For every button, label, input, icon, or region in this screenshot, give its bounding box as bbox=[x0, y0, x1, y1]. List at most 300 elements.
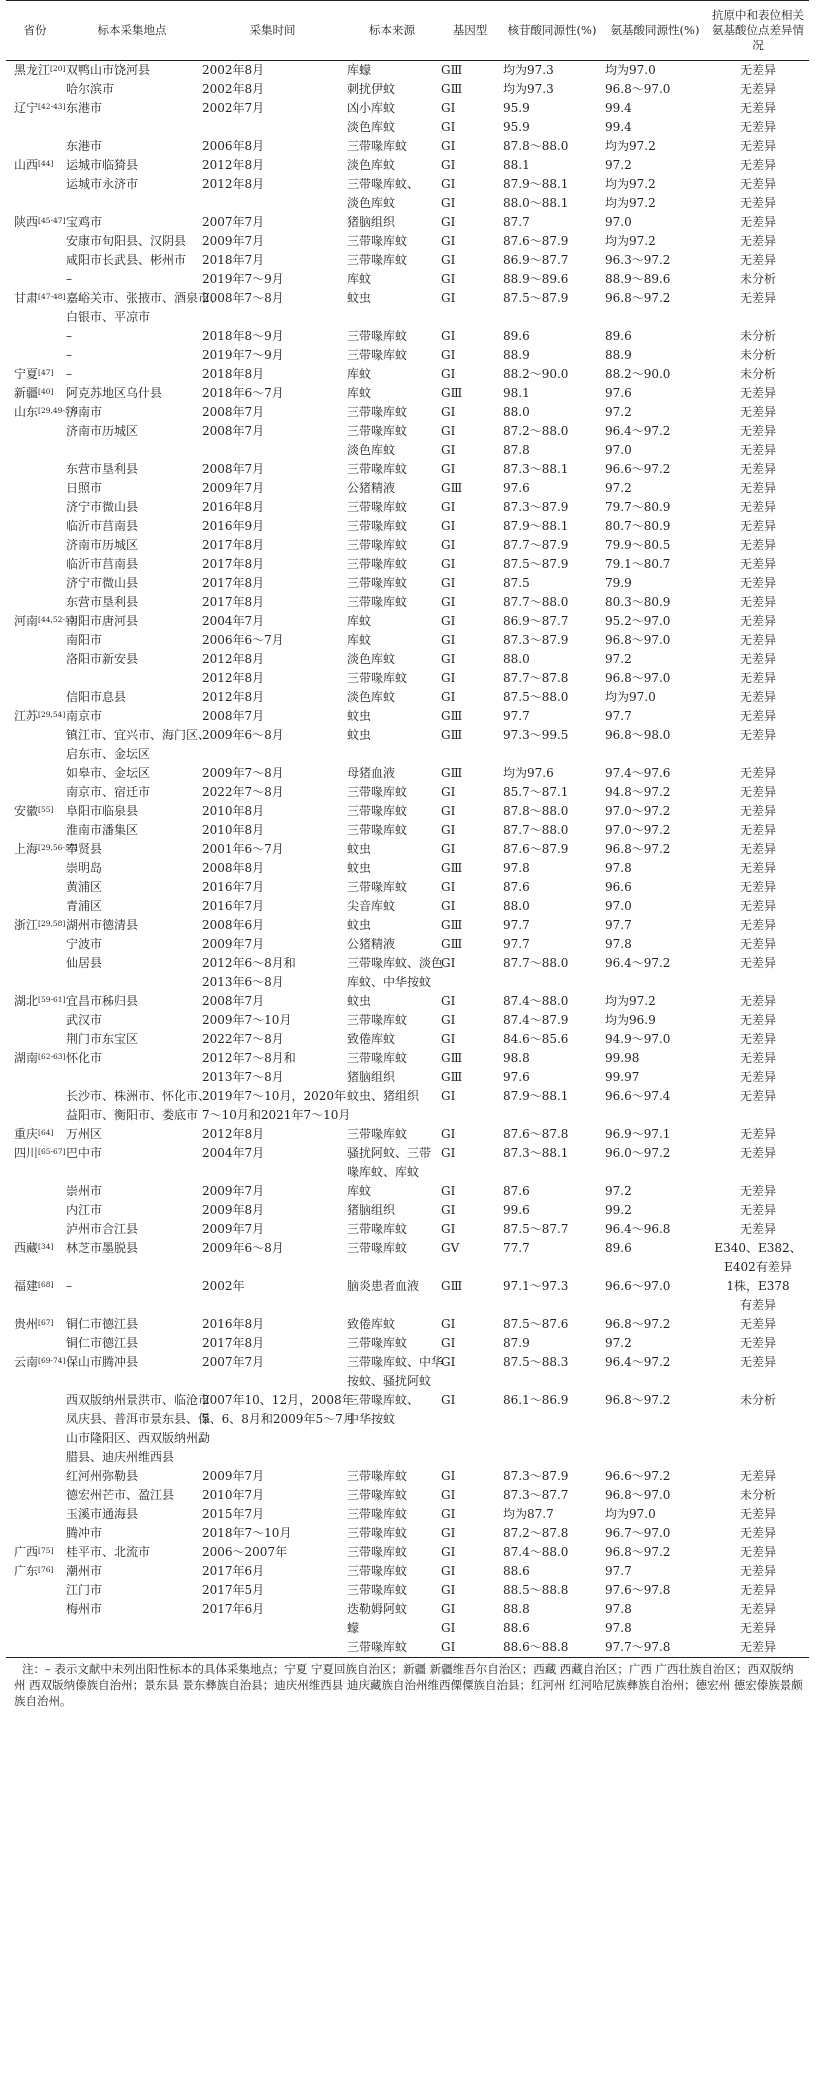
cell-province bbox=[6, 650, 64, 669]
cell-amino-acid-identity: 97.2 bbox=[605, 481, 632, 495]
cell-location bbox=[64, 1068, 200, 1087]
cell-date: 2013年6～8月 bbox=[202, 975, 284, 989]
cell-source: 骚扰阿蚊、三带 bbox=[347, 1146, 432, 1160]
cell-date: 2006年6～7月 bbox=[202, 633, 284, 647]
table-row bbox=[6, 1125, 809, 1144]
cell-source: 蚊虫 bbox=[347, 709, 372, 723]
cell-source: 按蚊、骚扰阿蚊 bbox=[347, 1374, 432, 1388]
cell-amino-acid-identity: 97.6～97.8 bbox=[605, 1583, 671, 1597]
cell-epitope-difference: 无差异 bbox=[739, 63, 776, 77]
table-body bbox=[6, 61, 809, 1658]
cell-source: 猪脑组织 bbox=[347, 1070, 396, 1084]
cell-epitope-difference: 未分析 bbox=[739, 348, 776, 362]
cell-nucleotide-identity: 88.1 bbox=[503, 158, 530, 172]
table-row bbox=[6, 1334, 809, 1353]
cell-source: 三带喙库蚊、淡色 bbox=[347, 956, 444, 970]
table-row bbox=[6, 1087, 809, 1106]
reference-citation: [64] bbox=[38, 1128, 54, 1137]
cell-nucleotide-identity: 95.9 bbox=[503, 120, 530, 134]
cell-date: 2012年8月 bbox=[202, 652, 265, 666]
cell-province bbox=[6, 1524, 64, 1543]
cell-nucleotide-identity: 87.7～88.0 bbox=[503, 823, 569, 837]
table-row bbox=[6, 1068, 809, 1087]
cell-genotype: GⅠ bbox=[441, 652, 456, 666]
table-row bbox=[6, 764, 809, 783]
cell-genotype: GⅢ bbox=[441, 481, 463, 495]
cell-amino-acid-identity: 均为97.2 bbox=[605, 196, 656, 210]
cell-epitope-difference: E402有差异 bbox=[724, 1260, 792, 1274]
cell-nucleotide-identity: 89.6 bbox=[503, 329, 530, 343]
cell-province: 河南[44,52-53] bbox=[14, 614, 78, 628]
table-row bbox=[6, 726, 809, 745]
cell-amino-acid-identity: 均为97.0 bbox=[605, 63, 656, 77]
table-row bbox=[6, 840, 809, 859]
cell-amino-acid-identity: 96.8～97.2 bbox=[605, 1317, 671, 1331]
cell-province bbox=[6, 1429, 64, 1448]
cell-nucleotide-identity: 87.5 bbox=[503, 576, 530, 590]
cell-genotype: GⅢ bbox=[441, 728, 463, 742]
cell-date bbox=[200, 1429, 345, 1448]
cell-epitope-difference: 无差异 bbox=[739, 709, 776, 723]
table-row bbox=[6, 61, 809, 81]
cell-date: 2022年7～8月 bbox=[202, 1032, 284, 1046]
cell-province bbox=[6, 460, 64, 479]
cell-location: 淮南市潘集区 bbox=[66, 823, 139, 837]
cell-amino-acid-identity: 均为97.2 bbox=[605, 994, 656, 1008]
table-row bbox=[6, 802, 809, 821]
cell-source: 蚊虫、猪组织 bbox=[347, 1089, 420, 1103]
cell-date: 2017年6月 bbox=[202, 1564, 265, 1578]
cell-province: 江苏[29,54] bbox=[14, 709, 66, 723]
table-row bbox=[6, 897, 809, 916]
cell-location: 东营市垦利县 bbox=[66, 595, 139, 609]
cell-source: 三带喙库蚊 bbox=[347, 139, 408, 153]
cell-location: 镇江市、宜兴市、海门区、 bbox=[66, 728, 211, 742]
cell-amino-acid-identity: 97.7 bbox=[605, 709, 632, 723]
cell-date: 2008年7～8月 bbox=[202, 291, 284, 305]
cell-amino-acid-identity: 97.0～97.2 bbox=[605, 804, 671, 818]
cell-source: 三带喙库蚊 bbox=[347, 823, 408, 837]
cell-amino-acid-identity: 99.2 bbox=[605, 1203, 632, 1217]
cell-genotype: GⅠ bbox=[441, 823, 456, 837]
cell-epitope-difference: 未分析 bbox=[739, 272, 776, 286]
cell-province bbox=[6, 935, 64, 954]
cell-date bbox=[200, 1448, 345, 1467]
cell-epitope-difference bbox=[707, 1163, 809, 1182]
table-row bbox=[6, 631, 809, 650]
cell-location: 怀化市 bbox=[66, 1051, 103, 1065]
cell-date: 2019年7～10月，2020年 bbox=[202, 1089, 346, 1103]
cell-date: 2009年7月 bbox=[202, 481, 265, 495]
cell-amino-acid-identity: 97.7 bbox=[605, 1564, 632, 1578]
cell-epitope-difference: 无差异 bbox=[739, 557, 776, 571]
cell-date: 2008年8月 bbox=[202, 861, 265, 875]
cell-genotype: GⅠ bbox=[441, 234, 456, 248]
cell-epitope-difference: 无差异 bbox=[739, 519, 776, 533]
reference-citation: [47-48] bbox=[38, 292, 66, 301]
reference-citation: [42-43] bbox=[38, 102, 66, 111]
cell-date: 2010年7月 bbox=[202, 1488, 265, 1502]
cell-location bbox=[64, 1258, 200, 1277]
cell-epitope-difference: 无差异 bbox=[739, 1507, 776, 1521]
cell-genotype: GⅢ bbox=[441, 1051, 463, 1065]
cell-amino-acid-identity: 96.8～98.0 bbox=[605, 728, 671, 742]
cell-location: 南阳市唐河县 bbox=[66, 614, 139, 628]
cell-source: 三带喙库蚊 bbox=[347, 671, 408, 685]
cell-source: 三带喙库蚊 bbox=[347, 234, 408, 248]
cell-location: 哈尔滨市 bbox=[66, 82, 115, 96]
cell-location: 武汉市 bbox=[66, 1013, 103, 1027]
cell-amino-acid-identity: 96.9～97.1 bbox=[605, 1127, 671, 1141]
table-row bbox=[6, 403, 809, 422]
cell-date: 2009年7～10月 bbox=[202, 1013, 292, 1027]
reference-citation: [20] bbox=[50, 64, 66, 73]
cell-province bbox=[6, 1505, 64, 1524]
cell-source: 三带喙库蚊 bbox=[347, 519, 408, 533]
reference-citation: [40] bbox=[38, 387, 54, 396]
cell-nucleotide-identity: 88.0 bbox=[503, 652, 530, 666]
cell-location: – bbox=[66, 367, 72, 381]
cell-location: 泸州市合江县 bbox=[66, 1222, 139, 1236]
cell-source: 蚊虫 bbox=[347, 728, 372, 742]
cell-nucleotide-identity: 87.6～87.8 bbox=[503, 1127, 569, 1141]
table-row bbox=[6, 1182, 809, 1201]
cell-location: – bbox=[66, 348, 72, 362]
cell-amino-acid-identity: 96.0～97.2 bbox=[605, 1146, 671, 1160]
cell-location bbox=[64, 1296, 200, 1315]
cell-province bbox=[6, 1068, 64, 1087]
cell-epitope-difference bbox=[707, 745, 809, 764]
cell-province: 重庆[64] bbox=[14, 1127, 54, 1141]
cell-epitope-difference: 无差异 bbox=[707, 1638, 809, 1658]
cell-source: 三带喙库蚊 bbox=[347, 348, 408, 362]
table-row bbox=[6, 1353, 809, 1372]
cell-amino-acid-identity bbox=[603, 973, 707, 992]
table-row bbox=[6, 137, 809, 156]
cell-date: 2009年6～8月 bbox=[202, 1241, 284, 1255]
table-row bbox=[6, 422, 809, 441]
table-row bbox=[6, 992, 809, 1011]
cell-nucleotide-identity: 87.3～87.9 bbox=[503, 1469, 569, 1483]
reference-citation: [68] bbox=[38, 1280, 54, 1289]
table-row bbox=[6, 99, 809, 118]
cell-epitope-difference: 无差异 bbox=[739, 1184, 776, 1198]
cell-date bbox=[200, 441, 345, 460]
cell-genotype: GⅠ bbox=[441, 1317, 456, 1331]
cell-source: 三带喙库蚊 bbox=[347, 1241, 408, 1255]
cell-nucleotide-identity: 88.9 bbox=[503, 348, 530, 362]
cell-location: 济宁市微山县 bbox=[66, 576, 139, 590]
cell-amino-acid-identity bbox=[603, 1429, 707, 1448]
cell-date bbox=[200, 118, 345, 137]
cell-location: 双鸭山市饶河县 bbox=[66, 63, 151, 77]
cell-location: 南阳市 bbox=[66, 633, 103, 647]
reference-citation: [69-74] bbox=[38, 1356, 66, 1365]
table-row bbox=[6, 460, 809, 479]
cell-epitope-difference: 无差异 bbox=[739, 424, 776, 438]
cell-province bbox=[6, 859, 64, 878]
cell-province: 湖南[62-63] bbox=[14, 1051, 66, 1065]
table-row bbox=[6, 1220, 809, 1239]
cell-location bbox=[64, 1638, 200, 1658]
cell-epitope-difference: 无差异 bbox=[739, 386, 776, 400]
header-nucleotide-identity: 核苷酸同源性(%) bbox=[501, 1, 603, 61]
cell-location: 桂平市、北流市 bbox=[66, 1545, 151, 1559]
cell-province bbox=[6, 593, 64, 612]
cell-source: 库蚊 bbox=[347, 614, 372, 628]
cell-date: 2006年8月 bbox=[202, 139, 265, 153]
cell-location: 益阳市、衡阳市、娄底市 bbox=[66, 1108, 199, 1122]
table-row bbox=[6, 517, 809, 536]
cell-amino-acid-identity: 96.8～97.2 bbox=[605, 1393, 671, 1407]
cell-genotype: GⅠ bbox=[441, 1336, 456, 1350]
table-row bbox=[6, 916, 809, 935]
cell-genotype: GⅠ bbox=[441, 785, 456, 799]
cell-epitope-difference: 无差异 bbox=[739, 538, 776, 552]
cell-nucleotide-identity: 88.0 bbox=[503, 899, 530, 913]
cell-province: 贵州[67] bbox=[14, 1317, 54, 1331]
cell-source: 淡色库蚊 bbox=[347, 443, 396, 457]
cell-amino-acid-identity: 94.9～97.0 bbox=[605, 1032, 671, 1046]
reference-citation: [29,54] bbox=[38, 710, 66, 719]
cell-genotype: GⅠ bbox=[441, 1488, 456, 1502]
table-row bbox=[6, 1144, 809, 1163]
cell-epitope-difference: 无差异 bbox=[739, 671, 776, 685]
cell-date: 2009年7月 bbox=[202, 1222, 265, 1236]
cell-nucleotide-identity: 87.5～87.6 bbox=[503, 1317, 569, 1331]
reference-citation: [44,52-53] bbox=[38, 615, 78, 624]
cell-location: 玉溪市通海县 bbox=[66, 1507, 139, 1521]
cell-date: 2009年7月 bbox=[202, 1184, 265, 1198]
cell-nucleotide-identity: 86.9～87.7 bbox=[503, 253, 569, 267]
cell-province bbox=[6, 1619, 64, 1638]
cell-province bbox=[6, 1201, 64, 1220]
cell-source bbox=[345, 1296, 439, 1315]
cell-date: 2012年8月 bbox=[202, 671, 265, 685]
cell-nucleotide-identity: 87.6 bbox=[503, 880, 530, 894]
cell-genotype: GⅠ bbox=[441, 215, 456, 229]
cell-amino-acid-identity: 96.3～97.2 bbox=[605, 253, 671, 267]
cell-location: 白银市、平凉市 bbox=[66, 310, 151, 324]
cell-genotype: GⅠ bbox=[441, 177, 456, 191]
cell-date: 7～10月和2021年7～10月 bbox=[202, 1108, 351, 1122]
cell-province: 广西[75] bbox=[14, 1545, 54, 1559]
cell-location: – bbox=[66, 1279, 72, 1293]
cell-date bbox=[200, 1638, 345, 1658]
cell-nucleotide-identity: 87.3～87.9 bbox=[503, 500, 569, 514]
cell-nucleotide-identity bbox=[501, 1448, 603, 1467]
cell-nucleotide-identity: 87.4～87.9 bbox=[503, 1013, 569, 1027]
cell-province bbox=[6, 1391, 64, 1410]
cell-location: 咸阳市长武县、彬州市 bbox=[66, 253, 187, 267]
cell-source: 蚊虫 bbox=[347, 918, 372, 932]
cell-date: 2016年8月 bbox=[202, 500, 265, 514]
cell-province: 山东[29,49-51] bbox=[14, 405, 78, 419]
cell-date: 2010年8月 bbox=[202, 804, 265, 818]
table-header-row bbox=[6, 1, 809, 61]
cell-amino-acid-identity: 79.7～80.9 bbox=[605, 500, 671, 514]
cell-genotype: GⅠ bbox=[441, 1564, 456, 1578]
cell-epitope-difference: 无差异 bbox=[739, 234, 776, 248]
cell-epitope-difference: 无差异 bbox=[739, 785, 776, 799]
cell-epitope-difference: 无差异 bbox=[739, 766, 776, 780]
cell-location: – bbox=[66, 329, 72, 343]
cell-date: 2018年7～10月 bbox=[202, 1526, 292, 1540]
cell-nucleotide-identity: 97.8 bbox=[503, 861, 530, 875]
cell-nucleotide-identity: 87.9～88.1 bbox=[503, 1089, 569, 1103]
header-epitope-difference: 抗原中和表位相关氨基酸位点差异情况 bbox=[707, 1, 809, 61]
cell-location: 内江市 bbox=[66, 1203, 103, 1217]
table-row bbox=[6, 536, 809, 555]
cell-epitope-difference: 无差异 bbox=[739, 101, 776, 115]
cell-source: 三带喙库蚊 bbox=[347, 1127, 408, 1141]
table-row bbox=[6, 1163, 809, 1182]
cell-epitope-difference bbox=[707, 1448, 809, 1467]
table-row bbox=[6, 1391, 809, 1410]
cell-epitope-difference bbox=[707, 1410, 809, 1429]
cell-location: 运城市临猗县 bbox=[66, 158, 139, 172]
cell-date: 2017年8月 bbox=[202, 1336, 265, 1350]
table-row bbox=[6, 783, 809, 802]
cell-province bbox=[6, 175, 64, 194]
cell-source: 蚊虫 bbox=[347, 291, 372, 305]
data-table bbox=[6, 0, 809, 1658]
table-row bbox=[6, 1049, 809, 1068]
cell-amino-acid-identity: 96.4～97.2 bbox=[605, 424, 671, 438]
cell-province bbox=[6, 308, 64, 327]
header-province: 省份 bbox=[6, 1, 64, 61]
cell-province bbox=[6, 745, 64, 764]
cell-location: 荆门市东宝区 bbox=[66, 1032, 139, 1046]
cell-nucleotide-identity bbox=[501, 1258, 603, 1277]
cell-amino-acid-identity: 96.6～97.2 bbox=[605, 462, 671, 476]
cell-date: 2019年7～9月 bbox=[202, 272, 284, 286]
table-row bbox=[6, 1296, 809, 1315]
cell-location: 腊县、迪庆州维西县 bbox=[66, 1450, 175, 1464]
cell-genotype: GⅠ bbox=[441, 405, 456, 419]
cell-epitope-difference: 无差异 bbox=[739, 728, 776, 742]
reference-citation: [75] bbox=[38, 1546, 54, 1555]
cell-location: 万州区 bbox=[66, 1127, 103, 1141]
cell-nucleotide-identity: 88.6 bbox=[503, 1564, 530, 1578]
cell-source: 刺扰伊蚊 bbox=[347, 82, 396, 96]
header-amino-acid-identity: 氨基酸同源性(%) bbox=[603, 1, 707, 61]
cell-province bbox=[6, 878, 64, 897]
cell-location: 梅州市 bbox=[66, 1602, 103, 1616]
cell-source: 母猪血液 bbox=[347, 766, 396, 780]
cell-source: 喙库蚊、库蚊 bbox=[347, 1165, 420, 1179]
table-row bbox=[6, 1315, 809, 1334]
cell-date: 2007年10、12月，2008年 bbox=[202, 1393, 354, 1407]
cell-nucleotide-identity bbox=[501, 308, 603, 327]
cell-source: 三带喙库蚊 bbox=[347, 500, 408, 514]
cell-genotype: GⅠ bbox=[441, 690, 456, 704]
header-source: 标本来源 bbox=[345, 1, 439, 61]
cell-amino-acid-identity: 94.8～97.2 bbox=[605, 785, 671, 799]
cell-epitope-difference: 无差异 bbox=[739, 1526, 776, 1540]
cell-date: 2016年7月 bbox=[202, 899, 265, 913]
table-row bbox=[6, 289, 809, 308]
cell-date: 2018年7月 bbox=[202, 253, 265, 267]
cell-date: 5、6、8月和2009年5～7月 bbox=[202, 1412, 355, 1426]
cell-province bbox=[6, 669, 64, 688]
cell-nucleotide-identity: 98.8 bbox=[503, 1051, 530, 1065]
cell-source: 三带喙库蚊 bbox=[347, 576, 408, 590]
cell-nucleotide-identity: 84.6～85.6 bbox=[503, 1032, 569, 1046]
cell-epitope-difference: 未分析 bbox=[739, 1393, 776, 1407]
cell-source: 尖音库蚊 bbox=[347, 899, 396, 913]
cell-date: 2002年8月 bbox=[202, 82, 265, 96]
cell-genotype: GⅠ bbox=[441, 1184, 456, 1198]
cell-province bbox=[6, 327, 64, 346]
table-row bbox=[6, 441, 809, 460]
table-row bbox=[6, 555, 809, 574]
cell-location: 启东市、金坛区 bbox=[66, 747, 151, 761]
cell-nucleotide-identity bbox=[501, 1372, 603, 1391]
cell-genotype bbox=[439, 1429, 501, 1448]
table-row bbox=[6, 365, 809, 384]
cell-amino-acid-identity: 88.9 bbox=[605, 348, 632, 362]
cell-amino-acid-identity: 97.7 bbox=[605, 918, 632, 932]
cell-source: 猪脑组织 bbox=[347, 215, 396, 229]
cell-epitope-difference: 无差异 bbox=[739, 1070, 776, 1084]
table-row bbox=[6, 194, 809, 213]
cell-nucleotide-identity: 86.1～86.9 bbox=[503, 1393, 569, 1407]
cell-date: 2009年7月 bbox=[202, 1469, 265, 1483]
cell-date: 2009年6～8月 bbox=[202, 728, 284, 742]
cell-amino-acid-identity: 均为97.2 bbox=[605, 234, 656, 248]
cell-source bbox=[345, 1106, 439, 1125]
cell-source: 三带喙库蚊 bbox=[347, 1336, 408, 1350]
cell-location: 林芝市墨脱县 bbox=[66, 1241, 139, 1255]
cell-date: 2006～2007年 bbox=[202, 1545, 288, 1559]
cell-source: 蚊虫 bbox=[347, 994, 372, 1008]
cell-genotype: GⅢ bbox=[441, 1279, 463, 1293]
cell-amino-acid-identity bbox=[603, 308, 707, 327]
cell-nucleotide-identity: 均为87.7 bbox=[503, 1507, 554, 1521]
cell-epitope-difference: 1株，E378 bbox=[726, 1279, 790, 1293]
cell-genotype bbox=[439, 1296, 501, 1315]
table-row bbox=[6, 479, 809, 498]
cell-location: 济南市历城区 bbox=[66, 538, 139, 552]
cell-province bbox=[6, 1258, 64, 1277]
cell-nucleotide-identity: 87.4～88.0 bbox=[503, 994, 569, 1008]
cell-location: 巴中市 bbox=[66, 1146, 103, 1160]
cell-source: 三带喙库蚊 bbox=[347, 1507, 408, 1521]
cell-province bbox=[6, 783, 64, 802]
cell-genotype: GⅠ bbox=[441, 804, 456, 818]
cell-genotype bbox=[439, 1448, 501, 1467]
cell-province: 上海[29,56-57] bbox=[14, 842, 78, 856]
cell-source: 三带喙库蚊 bbox=[347, 1488, 408, 1502]
cell-nucleotide-identity: 88.0 bbox=[503, 405, 530, 419]
cell-location: 保山市腾冲县 bbox=[66, 1355, 139, 1369]
cell-epitope-difference: 无差异 bbox=[739, 481, 776, 495]
cell-genotype bbox=[439, 308, 501, 327]
cell-province bbox=[6, 1182, 64, 1201]
cell-amino-acid-identity: 均为97.2 bbox=[605, 177, 656, 191]
cell-date: 2017年8月 bbox=[202, 538, 265, 552]
cell-location bbox=[64, 1619, 200, 1638]
reference-citation: [45-47] bbox=[38, 216, 66, 225]
cell-source: 淡色库蚊 bbox=[347, 120, 396, 134]
cell-date: 2002年7月 bbox=[202, 101, 265, 115]
table-row bbox=[6, 270, 809, 289]
cell-amino-acid-identity: 96.8～97.0 bbox=[605, 82, 671, 96]
cell-amino-acid-identity: 97.8 bbox=[605, 1602, 632, 1616]
cell-date: 2012年8月 bbox=[202, 1127, 265, 1141]
cell-source: 三带喙库蚊 bbox=[347, 1583, 408, 1597]
